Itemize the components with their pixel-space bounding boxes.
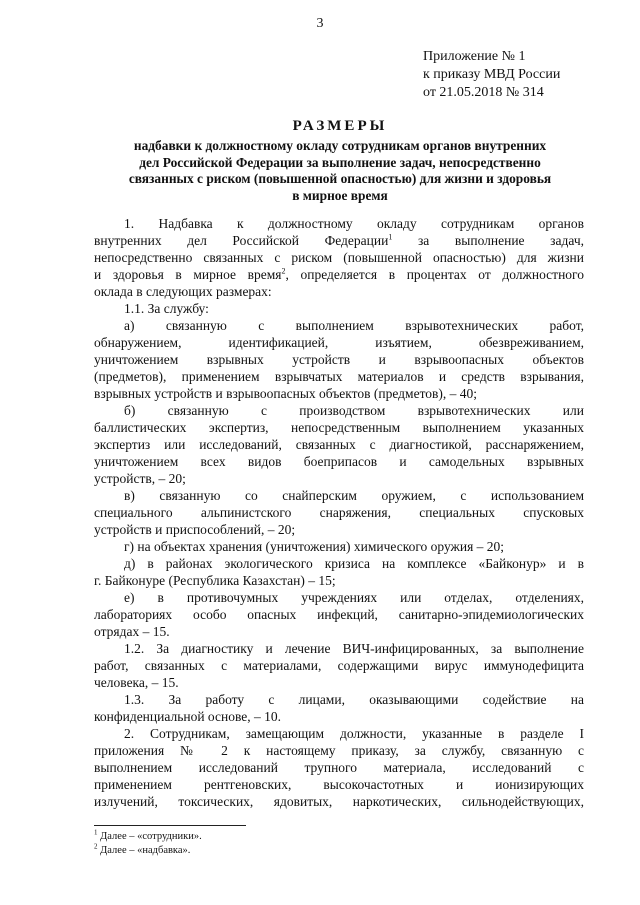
text-line: в) связанную со снайперским оружием, с использованием bbox=[124, 488, 584, 503]
text-line: б) связанную с производством взрывотехнических или bbox=[124, 403, 584, 418]
subtitle-line: в мирное время bbox=[292, 187, 388, 203]
appendix-line: к приказу МВД России bbox=[423, 67, 561, 82]
paragraph-1-1: 1.1. За службу: bbox=[124, 301, 209, 316]
text-span: , определяется в процентах от должностного bbox=[285, 267, 584, 282]
text-line: экспертиз или исследований, связанных с диагностикой, расснаряжением, bbox=[94, 437, 584, 452]
footnote-divider bbox=[94, 825, 246, 826]
text-line: выполнением исследований трупного материала, исследований с bbox=[94, 760, 584, 775]
text-line: отрядах – 15. bbox=[94, 624, 170, 639]
paragraph-1-3 bbox=[94, 691, 584, 725]
footnote-mark: 2 bbox=[94, 842, 98, 851]
appendix-header bbox=[423, 48, 560, 102]
text-line: обнаружением, идентификацией, изъятием, обезвреживанием, bbox=[94, 335, 584, 350]
page-number: 3 bbox=[316, 16, 324, 31]
text-line: уничтожением всех видов боеприпасов и самодельных взрывных bbox=[94, 454, 584, 469]
item-v bbox=[94, 487, 584, 538]
text-span: и здоровья в мирное время bbox=[94, 267, 282, 282]
text-line: уничтожением взрывных устройств и взрывоопасных объектов bbox=[94, 352, 584, 367]
footnote-ref: 1 bbox=[388, 232, 393, 242]
document-title-block bbox=[60, 116, 620, 204]
footnote-mark: 1 bbox=[94, 828, 98, 837]
paragraph-1 bbox=[94, 215, 584, 300]
item-a bbox=[94, 317, 584, 402]
text-line: баллистических экспертиз, непосредственным выполнением указанных bbox=[94, 420, 584, 435]
text-line: г. Байконуре (Республика Казахстан) – 15; bbox=[94, 573, 336, 588]
text-line: оклада в следующих размерах: bbox=[94, 284, 272, 299]
text-line: устройств, – 20; bbox=[94, 471, 186, 486]
footnote-text: Далее – «сотрудники». bbox=[97, 831, 202, 842]
paragraph-1-2 bbox=[94, 640, 584, 691]
text-line: д) в районах экологического кризиса на комплексе «Байконур» и в bbox=[124, 556, 584, 571]
text-line: а) связанную с выполнением взрывотехнических работ, bbox=[124, 318, 584, 333]
text-line bbox=[94, 266, 584, 283]
subtitle-line: надбавки к должностному окладу сотрудникам органов внутренних bbox=[133, 138, 547, 153]
appendix-line: Приложение № 1 bbox=[423, 49, 526, 64]
document-body bbox=[94, 215, 584, 810]
text-line: приложения № 2 к настоящему приказу, за службу, связанную с bbox=[94, 743, 584, 758]
subtitle-line: связанных с риском (повышенной опасностью) для жизни и здоровья bbox=[128, 171, 552, 186]
footnote-ref: 2 bbox=[281, 266, 286, 276]
text-line: 1.2. За диагностику и лечение ВИЧ-инфицированных, за выполнение bbox=[124, 641, 584, 656]
item-b bbox=[94, 402, 584, 487]
text-span: внутренних дел Российской Федерации bbox=[94, 233, 389, 248]
text-line: е) в противочумных учреждениях или отделах, отделениях, bbox=[124, 590, 584, 605]
text-line: (предметов), применением взрывчатых материалов и средств взрывания, bbox=[94, 369, 584, 384]
text-line bbox=[94, 232, 584, 249]
subtitle-line: дел Российской Федерации за выполнение задач, непосредственно bbox=[139, 154, 541, 170]
footnote-text: Далее – «надбавка». bbox=[97, 845, 191, 856]
text-line: 2. Сотрудникам, замещающим должности, указанные в разделе I bbox=[124, 726, 584, 741]
text-line: 1.3. За работу с лицами, оказывающими содействие на bbox=[124, 692, 584, 707]
footnote-1 bbox=[94, 830, 202, 844]
item-e bbox=[94, 589, 584, 640]
text-line: лабораториях особо опасных инфекций, санитарно-эпидемиологических bbox=[94, 607, 584, 622]
text-span: за выполнение задач, bbox=[392, 233, 584, 248]
document-title: РАЗМЕРЫ bbox=[292, 118, 388, 134]
paragraph-2 bbox=[94, 725, 584, 810]
text-line: применением рентгеновских, высокочастотных и ионизирующих bbox=[94, 777, 584, 792]
text-line: непосредственно связанных с риском (повышенной опасностью) для жизни bbox=[94, 250, 584, 265]
text-line: устройств и приспособлений, – 20; bbox=[94, 522, 296, 537]
footnote-2 bbox=[94, 844, 202, 858]
text-line: излучений, токсических, ядовитых, наркотических, сильнодействующих, bbox=[94, 794, 584, 809]
text-line: конфиденциальной основе, – 10. bbox=[94, 709, 282, 724]
item-g: г) на объектах хранения (уничтожения) химического оружия – 20; bbox=[124, 539, 505, 554]
footnotes bbox=[94, 830, 202, 858]
appendix-line: от 21.05.2018 № 314 bbox=[423, 85, 544, 100]
text-line: человека, – 15. bbox=[94, 675, 179, 690]
text-line: 1. Надбавка к должностному окладу сотрудникам органов bbox=[124, 216, 584, 231]
document-subtitle bbox=[60, 138, 620, 204]
text-line: специального альпинистского снаряжения, специальных спусковых bbox=[94, 505, 584, 520]
text-line: взрывных устройств и взрывоопасных объектов (предметов), – 40; bbox=[94, 386, 478, 401]
text-line: работ, связанных с материалами, содержащими вирус иммунодефицита bbox=[94, 658, 584, 673]
item-d bbox=[94, 555, 584, 589]
